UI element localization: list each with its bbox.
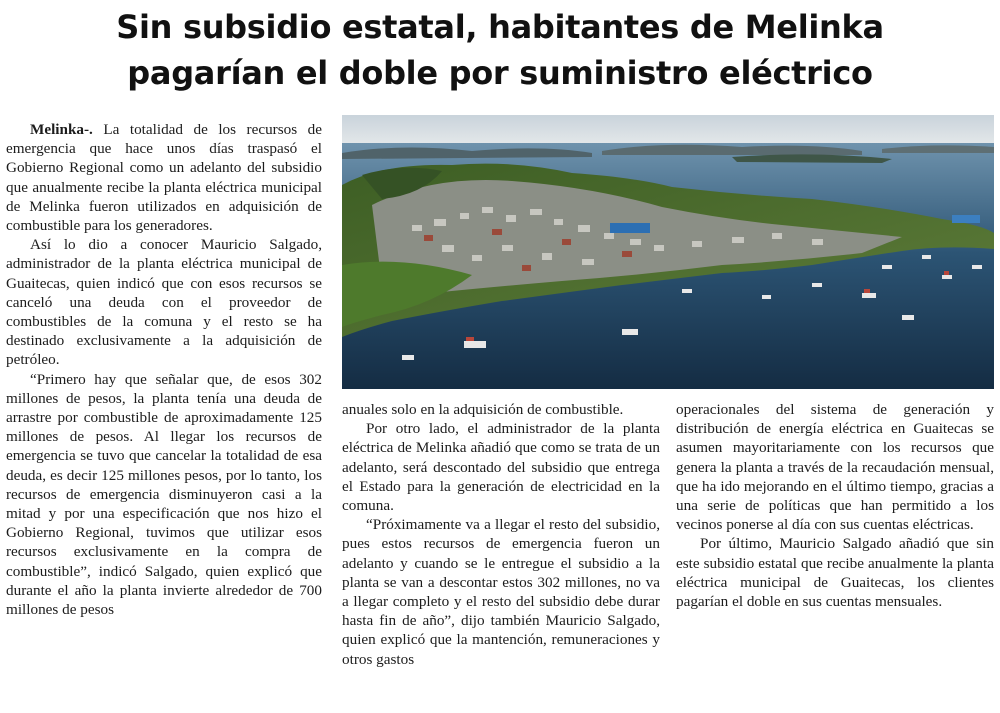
paragraph-3: “Primero hay que señalar que, de esos 302 millones de pesos, la planta tenía una deuda de arrastre por combustible de aproximadamente 125 millones de pesos. Al llegar los recursos de emergencia se tuvo que cancelar la totalidad de esa deuda, es decir 125 millones pesos, por lo tanto, los recursos de emergencia disminuyeron casi a la mitad y por una especificación que nos hizo el Gobierno Regional, tuvimos que utilizar esos recursos exclusivamente en la compra de combustible”, indicó Salgado, quien explicó que durante el año la planta invierte alrededor de 700 millones de pesos xyxy=(6,370,322,619)
headline-line-2: pagarían el doble por suministro eléctrico xyxy=(127,54,873,92)
paragraph-5-continued: operacionales del sistema de generación y distribución de energía eléctrica en Guaitecas se asumen mayoritariamente con los recursos que genera la planta a través de la recaudación mensual, que ha ido mejorando en el último tiempo, gracias a una serie de políticas que han permitido a los vecinos ponerse al día con sus cuentas eléctricas. xyxy=(676,401,994,534)
article-column-1 xyxy=(6,120,322,710)
headline xyxy=(0,4,1000,96)
paragraph-1-text: La totalidad de los recursos de emergencia que hace unos días traspasó el Gobierno Regional como un adelanto del subsidio que anualmente recibe la planta eléctrica municipal de Melinka fueron utilizados en adquisición de combustible para los generadores. xyxy=(6,121,322,235)
headline-line-1: Sin subsidio estatal, habitantes de Melinka xyxy=(116,8,884,46)
blue-roof-building xyxy=(610,223,650,233)
paragraph-3-continued: anuales solo en la adquisición de combustible. xyxy=(342,401,624,418)
article-column-2 xyxy=(342,400,660,710)
aerial-photo-melinka xyxy=(342,115,994,389)
article-column-3 xyxy=(676,400,994,710)
aerial-photo-illustration xyxy=(342,115,994,389)
paragraph-2: Así lo dio a conocer Mauricio Salgado, administrador de la planta eléctrica municipal de Guaitecas, quien indicó que con esos recursos se canceló una deuda con el proveedor de combustibles de la comuna y el resto se ha destinado exclusivamente a la adquisición de petróleo. xyxy=(6,236,322,369)
paragraph-6: Por último, Mauricio Salgado añadió que sin este subsidio estatal que recibe anualmente la planta eléctrica municipal de Guaitecas, los clientes pagarían el doble en sus cuentas mensuales. xyxy=(676,535,994,611)
paragraph-5: “Próximamente va a llegar el resto del subsidio, pues estos recursos de emergencia fueron un adelanto y cuando se le entregue el subsidio a la planta se van a descontar estos 302 millones, no va a llegar completo y el resto del subsidio debe durar hasta fin de año”, dijo también Mauricio Salgado, quien explicó que la mantención, remuneraciones y otros gastos xyxy=(342,516,660,668)
paragraph-1 xyxy=(6,120,322,235)
dateline: Melinka-. xyxy=(30,121,93,138)
paragraph-4: Por otro lado, el administrador de la planta eléctrica de Melinka añadió que como se trata de un adelanto, será descontado del subsidio que entrega el Estado para la generación de electricidad en la comuna. xyxy=(342,420,660,515)
